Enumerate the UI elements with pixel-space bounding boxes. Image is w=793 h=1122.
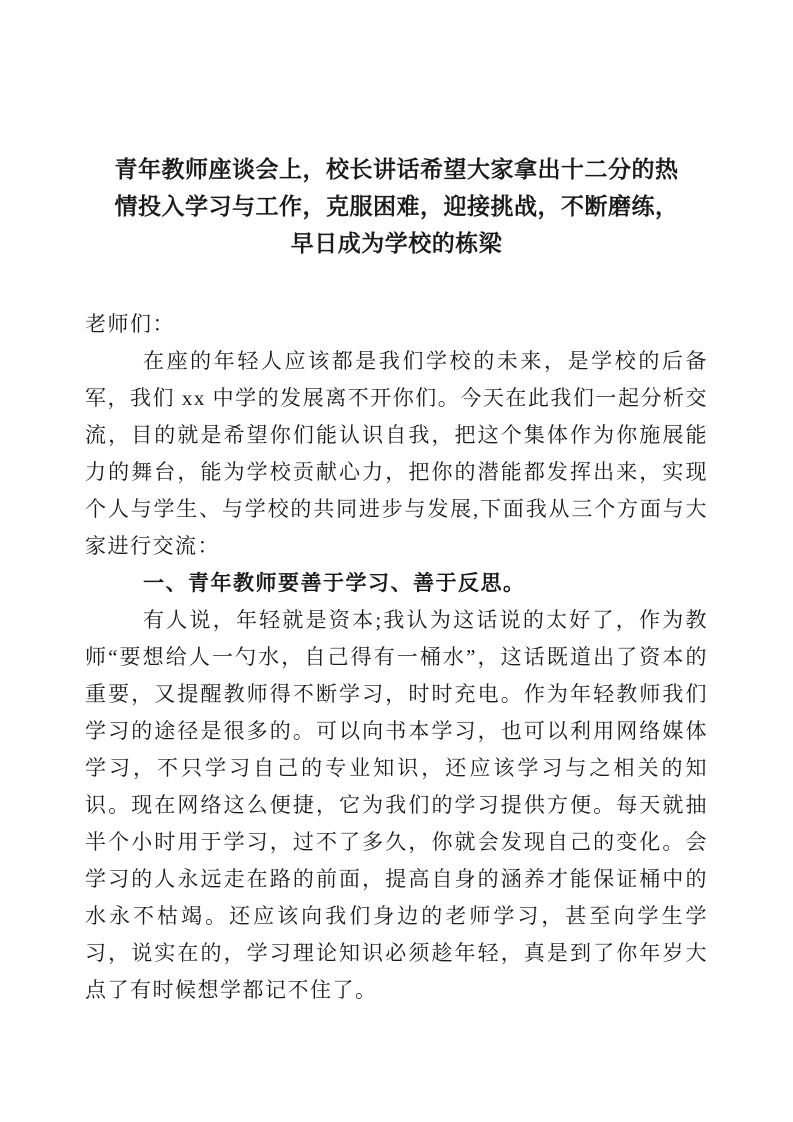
paragraph-intro: 在座的年轻人应该都是我们学校的未来，是学校的后备军，我们 xx 中学的发展离不开你们。今天在此我们一起分析交流，目的就是希望你们能认识自我，把这个集体作为你施展能力的舞台，能为学校贡献心力，把你的潜能都发挥出来，实现个人与学生、与学校的共同进步与发展,下面我从三个方面与大家进行交流： bbox=[85, 349, 708, 558]
salutation: 老师们： bbox=[85, 312, 175, 336]
title-line-3: 早日成为学校的栋梁 bbox=[290, 231, 503, 256]
title-line-1: 青年教师座谈会上，校长讲话希望大家拿出十二分的热 bbox=[114, 157, 679, 182]
title-line-2: 情投入学习与工作，克服困难，迎接挑战，不断磨练， bbox=[114, 194, 679, 219]
document-body bbox=[85, 306, 708, 1009]
section-heading-1: 一、青年教师要善于学习、善于反思。 bbox=[143, 571, 526, 595]
paragraph-section-1-body: 有人说，年轻就是资本;我认为这话说的太好了，作为教师“要想给人一勺水，自己得有一桶水”，这话既道出了资本的重要，又提醒教师得不断学习，时时充电。作为年轻教师我们学习的途径是很多的。可以向书本学习，也可以利用网络媒体学习，不只学习自己的专业知识，还应该学习与之相关的知识。现在网络这么便捷，它为我们的学习提供方便。每天就抽半个小时用于学习，过不了多久，你就会发现自己的变化。会学习的人永远走在路的前面，提高自身的涵养才能保证桶中的水永不枯竭。还应该向我们身边的老师学习，甚至向学生学习，说实在的，学习理论知识必须趁年轻，真是到了你年岁大点了有时候想学都记不住了。 bbox=[85, 608, 708, 1002]
document-title bbox=[85, 151, 708, 262]
